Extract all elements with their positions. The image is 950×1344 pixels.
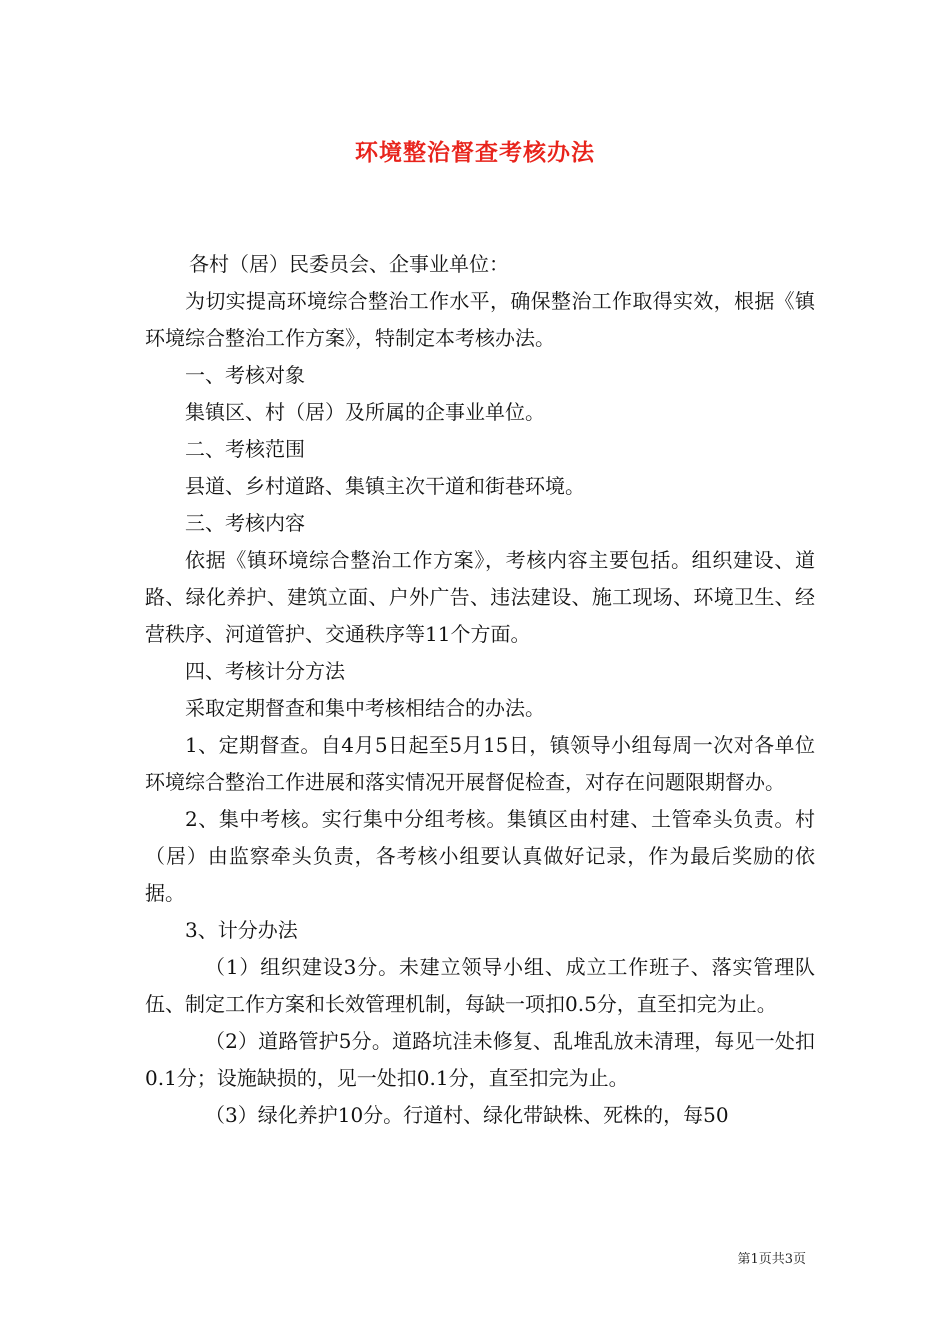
document-title: 环境整治督查考核办法	[355, 139, 595, 166]
intro-paragraph: 为切实提高环境综合整治工作水平，确保整治工作取得实效，根据《镇环境综合整治工作方案》，特制定本考核办法。	[145, 289, 815, 350]
paragraph: 2、集中考核。实行集中分组考核。集镇区由村建、土管牵头负责。村（居）由监察牵头负责，各考核小组要认真做好记录，作为最后奖励的依据。	[145, 807, 815, 905]
document-body	[145, 246, 815, 1134]
paragraph: （2）道路管护5分。道路坑洼未修复、乱堆乱放未清理，每见一处扣0.1分；设施缺损的，见一处扣0.1分，直至扣完为止。	[145, 1029, 815, 1090]
paragraph: 采取定期督查和集中考核相结合的办法。	[185, 696, 545, 720]
paragraph: （1）组织建设3分。未建立领导小组、成立工作班子、落实管理队伍、制定工作方案和长效管理机制，每缺一项扣0.5分，直至扣完为止。	[145, 955, 815, 1016]
paragraph: 1、定期督查。自4月5日起至5月15日，镇领导小组每周一次对各单位环境综合整治工作进展和落实情况开展督促检查，对存在问题限期督办。	[145, 733, 815, 794]
sub-heading: 3、计分办法	[185, 918, 298, 942]
salutation: 各村（居）民委员会、企事业单位：	[189, 252, 509, 276]
section-heading-3: 三、考核内容	[185, 511, 305, 535]
paragraph: （3）绿化养护10分。行道村、绿化带缺株、死株的，每50	[205, 1103, 729, 1127]
paragraph: 集镇区、村（居）及所属的企事业单位。	[185, 400, 545, 424]
paragraph: 县道、乡村道路、集镇主次干道和街巷环境。	[185, 474, 585, 498]
section-heading-1: 一、考核对象	[185, 363, 305, 387]
paragraph: 依据《镇环境综合整治工作方案》，考核内容主要包括。组织建设、道路、绿化养护、建筑立面、户外广告、违法建设、施工现场、环境卫生、经营秩序、河道管护、交通秩序等11个方面。	[145, 548, 815, 646]
section-heading-4: 四、考核计分方法	[185, 659, 345, 683]
section-heading-2: 二、考核范围	[185, 437, 305, 461]
page-number: 第1页共3页	[737, 1252, 806, 1267]
